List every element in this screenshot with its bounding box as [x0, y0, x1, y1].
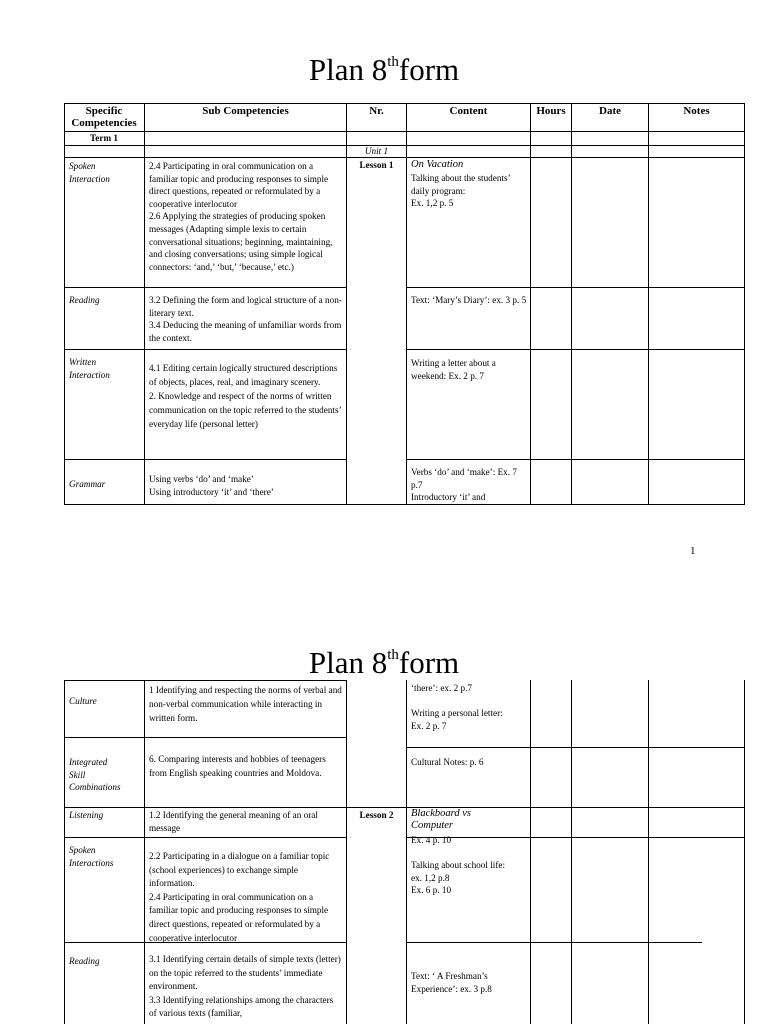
table-line — [571, 103, 572, 505]
table-line — [406, 942, 702, 943]
table-line — [406, 349, 745, 350]
unit-label: Unit 1 — [364, 146, 389, 156]
table-line — [346, 680, 347, 1024]
header-specific-competencies: Specific Competencies — [71, 105, 137, 129]
competency-cell: Grammar — [69, 479, 106, 489]
table-line — [64, 680, 65, 1024]
table-line — [64, 349, 346, 350]
table-line — [64, 287, 346, 288]
content-cell: ‘there’: ex. 2 p.7 Writing a personal letter: Ex. 2 p. 7 — [411, 683, 503, 731]
sub-competency-cell: 1 Identifying and respecting the norms of verbal and non-verbal communication while interacting in written form. — [149, 685, 342, 723]
table-line — [406, 747, 745, 748]
sub-competency-cell: 3.1 Identifying certain details of simple texts (letter) on the topic referred to the students’ immediate environment. 3.3 Identifying relationships among the characters of various texts (familiar, — [149, 954, 341, 1019]
competency-cell: Reading — [69, 295, 100, 305]
header-sub-competencies: Sub Competencies — [202, 105, 289, 117]
content-cell: Talking about the students’ daily program: Ex. 1,2 p. 5 — [411, 173, 510, 209]
term-label: Term 1 — [90, 133, 118, 143]
table-line — [64, 807, 745, 808]
header-date: Date — [599, 105, 621, 117]
content-cell: Cultural Notes: p. 6 — [411, 757, 484, 767]
header-hours: Hours — [536, 105, 566, 117]
content-cell: Writing a letter about a weekend: Ex. 2 p. 7 — [411, 358, 496, 381]
table-line — [648, 103, 649, 505]
competency-cell: Culture — [69, 696, 97, 706]
table-line — [64, 103, 745, 104]
competency-cell: Integrated Skill Combinations — [69, 757, 121, 793]
table-line — [144, 680, 145, 1024]
table-line — [64, 837, 346, 838]
table-line — [144, 103, 145, 505]
content-cell: Text: ‘Mary’s Diary’: ex. 3 p. 5 — [411, 295, 527, 305]
header-nr: Nr. — [369, 105, 384, 117]
table-line — [571, 680, 572, 1024]
sub-competency-cell: 4.1 Editing certain logically structured descriptions of objects, places, real, and imaginary scenery. 2. Knowledge and respect of the norms of written communication on the topic referred to the students’ everyday life (personal letter) — [149, 363, 341, 429]
content-cell: Verbs ‘do’ and ‘make’: Ex. 7 p.7 Introductory ‘it’ and — [411, 467, 517, 503]
page-title: Plan 8thform — [308, 52, 460, 87]
table-line — [530, 103, 531, 505]
table-line — [648, 680, 649, 1024]
content-cell: Ex. 4 p. 10 — [411, 835, 452, 845]
header-content: Content — [449, 105, 488, 117]
sub-competency-cell: 1.2 Identifying the general meaning of an oral message — [149, 810, 318, 833]
sub-competency-cell: 6. Comparing interests and hobbies of teenagers from English speaking countries and Moldova. — [149, 754, 326, 778]
table-line — [64, 680, 346, 681]
lesson-label: Lesson 2 — [359, 810, 394, 820]
content-cell: Talking about school life: ex. 1,2 p.8 Ex. 6 p. 10 — [411, 860, 506, 896]
sub-competency-cell: Using verbs ‘do’ and ‘make’ Using introductory ‘it’ and ‘there’ — [149, 474, 274, 497]
table-line — [64, 459, 346, 460]
content-cell: Text: ‘ A Freshman’s Experience’: ex. 3 p.8 — [411, 971, 492, 994]
competency-cell: Spoken Interaction — [69, 161, 110, 184]
sub-competency-cell: 3.2 Defining the form and logical structure of a non-literary text. 3.4 Deducing the meaning of unfamiliar words from the context. — [149, 295, 342, 343]
page-number: 1 — [690, 545, 696, 557]
sub-competency-cell: 2.4 Participating in oral communication on a familiar topic and producing responses to simple direct questions, repeated or reformulated by a cooperative interlocutor 2.6 Applying the strategies of producing spoken messages (Adapting simple lexis to certain conversational situations; beginning, maintaining, and closing conversations; using simple logical connectors: ‘and,’ ‘but,’ ‘because,’ etc.) — [149, 161, 333, 272]
competency-cell: Written Interaction — [69, 357, 110, 380]
competency-cell: Spoken Interactions — [69, 845, 114, 868]
table-line — [406, 103, 407, 505]
table-line — [64, 504, 745, 505]
table-line — [64, 131, 745, 132]
content-title: Blackboard vs Computer — [411, 808, 471, 831]
content-title: On Vacation — [411, 159, 464, 170]
table-line — [406, 459, 745, 460]
table-line — [64, 103, 65, 505]
table-line — [744, 680, 745, 1024]
competency-cell: Reading — [69, 956, 100, 966]
sub-competency-cell: 2.2 Participating in a dialogue on a familiar topic (school experiences) to exchange simple information. 2.4 Participating in oral communication on a familiar topic and producing responses to simple direct questions, repeated or reformulated by a cooperative interlocutor — [149, 851, 330, 943]
table-line — [744, 103, 745, 505]
table-line — [64, 737, 346, 738]
table-line — [530, 680, 531, 1024]
page-title: Plan 8thform — [308, 645, 460, 680]
competency-cell: Listening — [69, 810, 104, 820]
table-line — [406, 680, 407, 1024]
lesson-label: Lesson 1 — [359, 160, 394, 170]
table-line — [406, 287, 745, 288]
header-notes: Notes — [683, 105, 710, 117]
